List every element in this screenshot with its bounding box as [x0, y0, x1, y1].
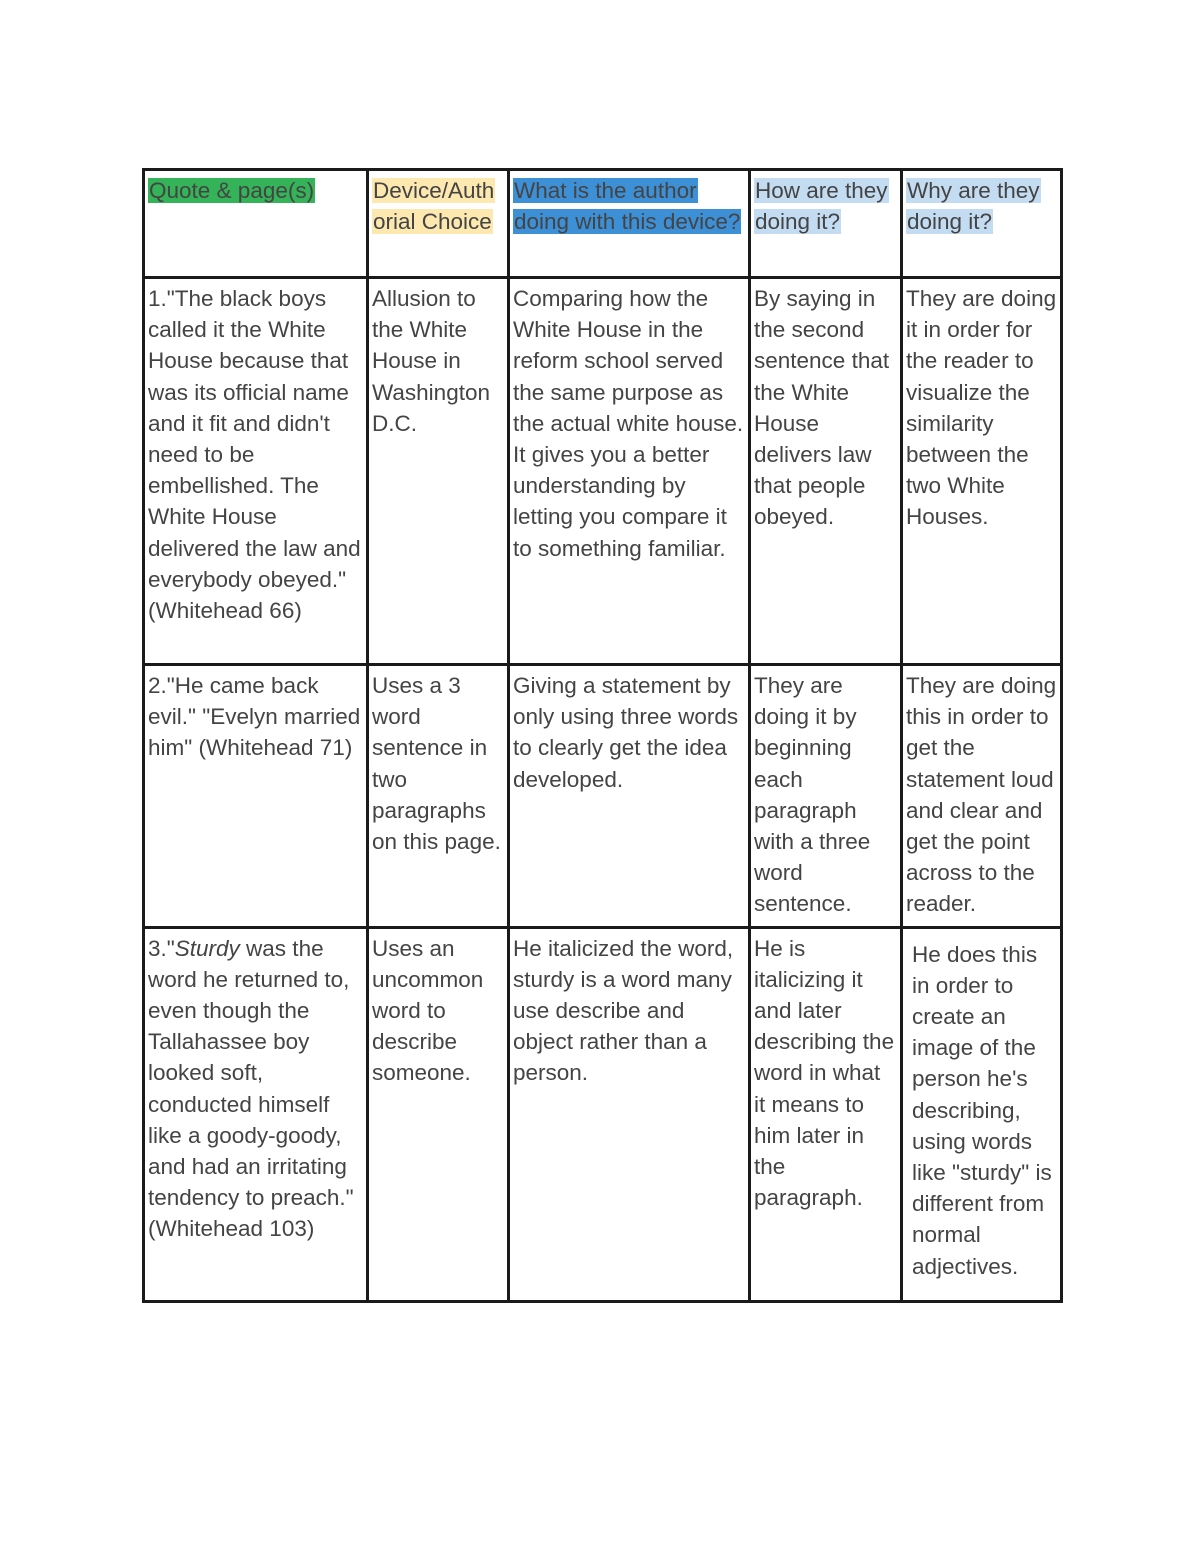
header-device: Device/Authorial Choice [373, 178, 495, 235]
why-cell: They are doing it in order for the reader to visualize the similarity between the two White Houses. [902, 278, 1062, 665]
device-cell: Uses a 3 word sentence in two paragraphs on this page. [368, 665, 509, 928]
how-cell: They are doing it by beginning each paragraph with a three word sentence. [750, 665, 902, 928]
table-header-row [144, 170, 1062, 278]
analysis-table [142, 168, 1063, 1303]
table-row [144, 278, 1062, 665]
what-cell: Comparing how the White House in the reform school served the same purpose as the actual white house. It gives you a better understanding by letting you compare it to something familiar. [509, 278, 750, 665]
what-cell: He italicized the word, sturdy is a word many use describe and object rather than a person. [509, 927, 750, 1301]
header-why: Why are they doing it? [907, 178, 1040, 235]
quote-cell: 1."The black boys called it the White House because that was its official name and it fit and didn't need to be embellished. The White House delivered the law and everybody obeyed." (Whitehead 66) [144, 278, 368, 665]
header-why-cell [902, 170, 1062, 278]
header-what-cell [509, 170, 750, 278]
why-cell: They are doing this in order to get the statement loud and clear and get the point across to the reader. [902, 665, 1062, 928]
quote-cell [144, 927, 368, 1301]
header-quote: Quote & page(s) [149, 178, 315, 203]
quote-rest: was the word he returned to, even though the Tallahassee boy looked soft, conducted himself like a goody-goody, and had an irritating tendency to preach."(Whitehead 103) [148, 935, 354, 1242]
table-row [144, 665, 1062, 928]
header-how: How are they doing it? [755, 178, 888, 235]
why-cell: He does this in order to create an image of the person he's describing, using words like "sturdy" is different from normal adjectives. [902, 927, 1062, 1301]
header-quote-cell [144, 170, 368, 278]
header-how-cell [750, 170, 902, 278]
device-cell: Allusion to the White House in Washington D.C. [368, 278, 509, 665]
device-cell: Uses an uncommon word to describe someone. [368, 927, 509, 1301]
what-cell: Giving a statement by only using three words to clearly get the idea developed. [509, 665, 750, 928]
how-cell: By saying in the second sentence that the White House delivers law that people obeyed. [750, 278, 902, 665]
header-what: What is the author doing with this device? [514, 178, 741, 235]
how-cell: He is italicizing it and later describing the word in what it means to him later in the paragraph. [750, 927, 902, 1301]
quote-cell: 2."He came back evil." "Evelyn married him" (Whitehead 71) [144, 665, 368, 928]
quote-prefix: 3." [148, 935, 175, 961]
table-row [144, 927, 1062, 1301]
header-device-cell [368, 170, 509, 278]
quote-italic-word: Sturdy [174, 935, 240, 961]
